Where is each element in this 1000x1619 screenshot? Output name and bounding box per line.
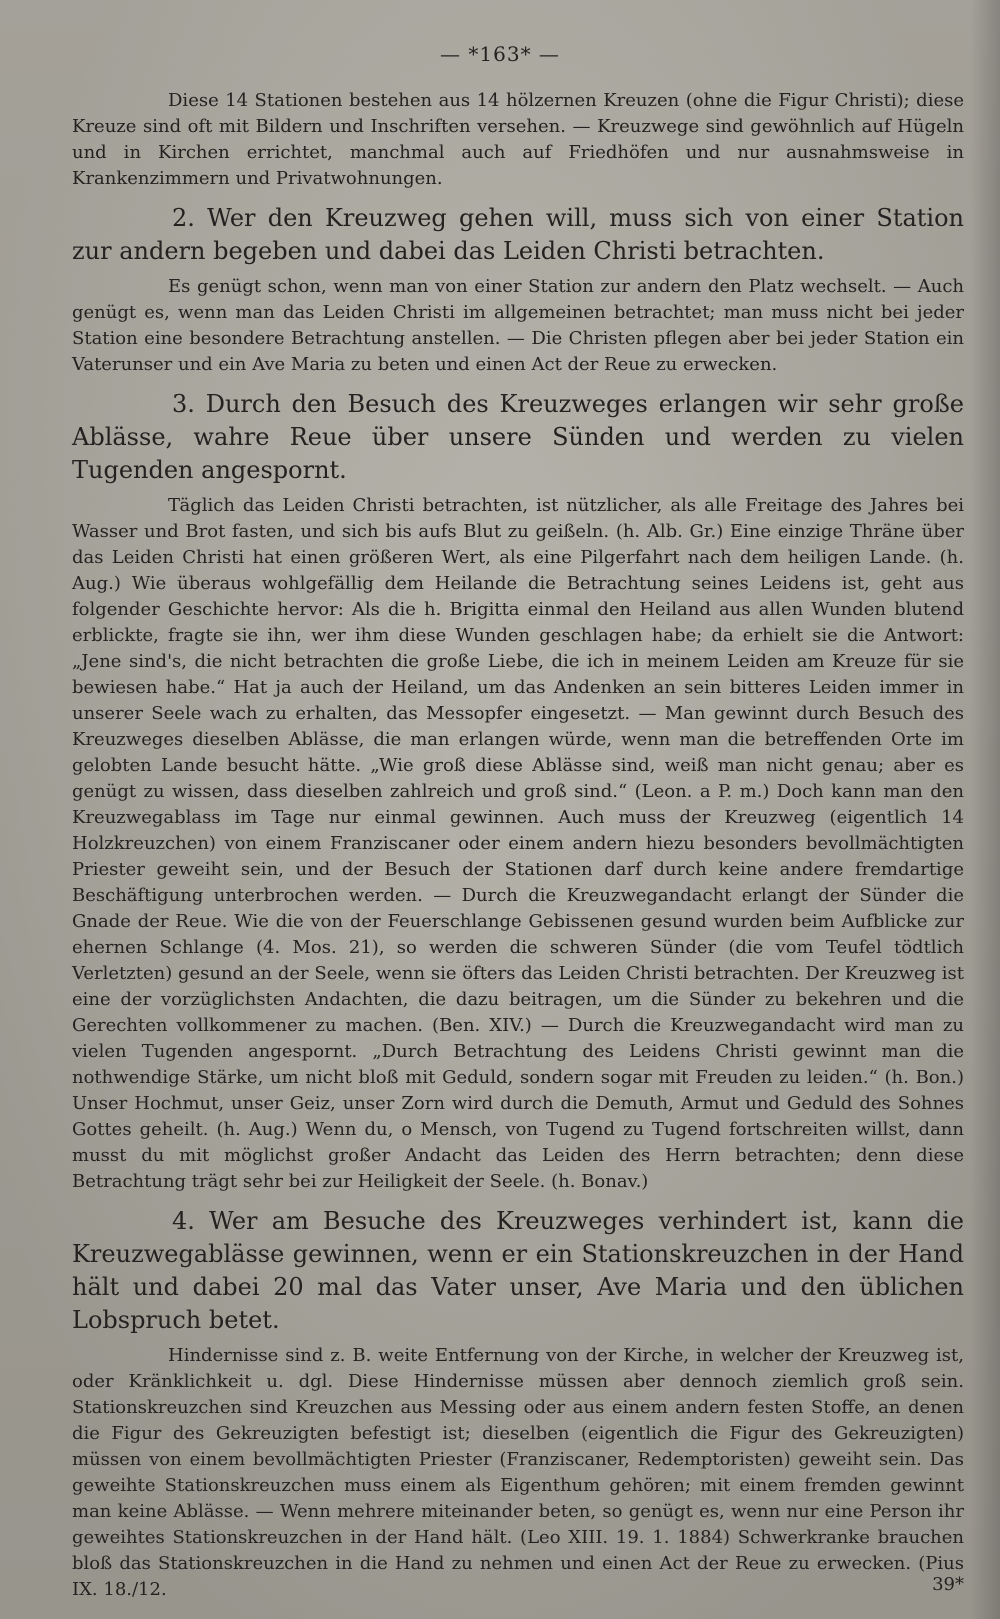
paragraph-point-4-explanation: Hindernisse sind z. B. weite Entfernung von der Kirche, in welcher der Kreuzweg ist, oder Kränklichkeit u. dgl. Diese Hindernisse müssen aber dennoch ziemlich groß sein. Stationskreuzchen sind Kreuzchen aus Messing oder aus einem andern festen Stoffe, an denen die Figur des Gekreuzigten befestigt ist; dieselben (eigentlich die Figur des Gekreuzigten) müssen von einem bevollmächtigten Priester (Franziscaner, Redemptoristen) geweiht sein. Das geweihte Stationskreuzchen muss einem als Eigenthum gehören; mit einem fremden gewinnt man keine Ablässe. — Wenn mehrere miteinander beten, so genügt es, wenn nur eine Person ihr geweihtes Stationskreuzchen in der Hand hält. (Leo XIII. 19. 1. 1884) Schwerkranke brauchen bloß das Stationskreuzchen in die Hand zu nehmen und einen Act der Reue zu erwecken. (Pius IX. 18./12. <box>72 1345 964 1600</box>
signature-mark: 39* <box>932 1574 964 1595</box>
paragraph-point-3-explanation: Täglich das Leiden Christi betrachten, ist nützlicher, als alle Freitage des Jahres bei Wasser und Brot fasten, und sich bis aufs Blut zu geißeln. (h. Alb. Gr.) Eine einzige Thräne über das Leiden Christi hat einen größeren Wert, als eine Pilgerfahrt nach dem heiligen Lande. (h. Aug.) Wie überaus wohlgefällig dem Heilande die Betrachtung seines Leidens ist, geht aus folgender Geschichte hervor: Als die h. Brigitta einmal den Heiland aus allen Wunden blutend erblickte, fragte sie ihn, wer ihm diese Wunden geschlagen habe; da erhielt sie die Antwort: „Jene sind's, die nicht betrachten die große Liebe, die ich in meinem Leiden am Kreuze für sie bewiesen habe.“ Hat ja auch der Heiland, um das Andenken an sein bitteres Leiden immer in unserer Seele wach zu erhalten, das Messopfer eingesetzt. — Man gewinnt durch Besuch des Kreuzweges dieselben Ablässe, die man erlangen würde, wenn man die betreffenden Orte im gelobten Lande besucht hätte. „Wie groß diese Ablässe sind, weiß man nicht genau; aber es genügt zu wissen, dass dieselben zahlreich und groß sind.“ (Leon. a P. m.) Doch kann man den Kreuzwegablass im Tage nur einmal gewinnen. Auch muss der Kreuzweg (eigentlich 14 Holzkreuzchen) von einem Franziscaner oder einem andern hiezu besonders bevollmächtigten Priester geweiht sein, und der Besuch der Stationen darf durch keine andere fremdartige Beschäftigung unterbrochen werden. — Durch die Kreuzwegandacht erlangt der Sünder die Gnade der Reue. Wie die von der Feuerschlange Gebissenen gesund wurden beim Aufblicke zur ehernen Schlange (4. Mos. 21), so werden die schweren Sünder (die vom Teufel tödtlich Verletzten) gesund an der Seele, wenn sie öfters das Leiden Christi betrachten. Der Kreuzweg ist eine der vorzüglichsten Andachten, die dazu beitragen, um die Sünder zu bekehren und die Gerechten vollkommener zu machen. (Ben. XIV.) — Durch die Kreuzwegandacht wird man zu vielen Tugenden angespornt. „Durch Betrachtung des Leidens Christi gewinnt man die nothwendige Stärke, um nicht bloß mit Geduld, sondern sogar mit Freuden zu leiden.“ (h. Bon.) Unser Hochmut, unser Geiz, unser Zorn wird durch die Demuth, Armut und Geduld des Sohnes Gottes geheilt. (h. Aug.) Wenn du, o Mensch, von Tugend zu Tugend fortschreiten willst, dann musst du mit möglichst großer Andacht das Leiden des Herrn betrachten; denn diese Betrachtung trägt sehr bei zur Heiligkeit der Seele. (h. Bonav.) <box>72 495 964 1192</box>
page-body <box>72 88 964 1603</box>
page-number-header: — *163* — <box>440 42 560 66</box>
heading-point-3: 3. Durch den Besuch des Kreuzweges erlangen wir sehr große Ablässe, wahre Reue über unsere Sünden und werden zu vielen Tugenden angespornt. <box>72 390 964 484</box>
heading-point-4: 4. Wer am Besuche des Kreuzweges verhindert ist, kann die Kreuzwegablässe gewinnen, wenn er ein Stationskreuzchen in der Hand hält und dabei 20 mal das Vater unser, Ave Maria und den üblichen Lobspruch betet. <box>72 1207 964 1334</box>
heading-point-2: 2. Wer den Kreuzweg gehen will, muss sich von einer Station zur andern begeben und dabei das Leiden Christi betrachten. <box>72 204 964 265</box>
paragraph-stations-description: Diese 14 Stationen bestehen aus 14 hölzernen Kreuzen (ohne die Figur Christi); diese Kreuze sind oft mit Bildern und Inschriften versehen. — Kreuzwege sind gewöhnlich auf Hügeln und in Kirchen errichtet, manchmal auch auf Friedhöfen und nur ausnahmsweise in Krankenzimmern und Privatwohnungen. <box>72 90 964 189</box>
paragraph-point-2-explanation: Es genügt schon, wenn man von einer Station zur andern den Platz wechselt. — Auch genügt es, wenn man das Leiden Christi im allgemeinen betrachtet; man muss nicht bei jeder Station eine besondere Betrachtung anstellen. — Die Christen pflegen aber bei jeder Station ein Vaterunser und ein Ave Maria zu beten und einen Act der Reue zu erwecken. <box>72 276 964 375</box>
page-edge-shadow <box>970 0 1000 1619</box>
